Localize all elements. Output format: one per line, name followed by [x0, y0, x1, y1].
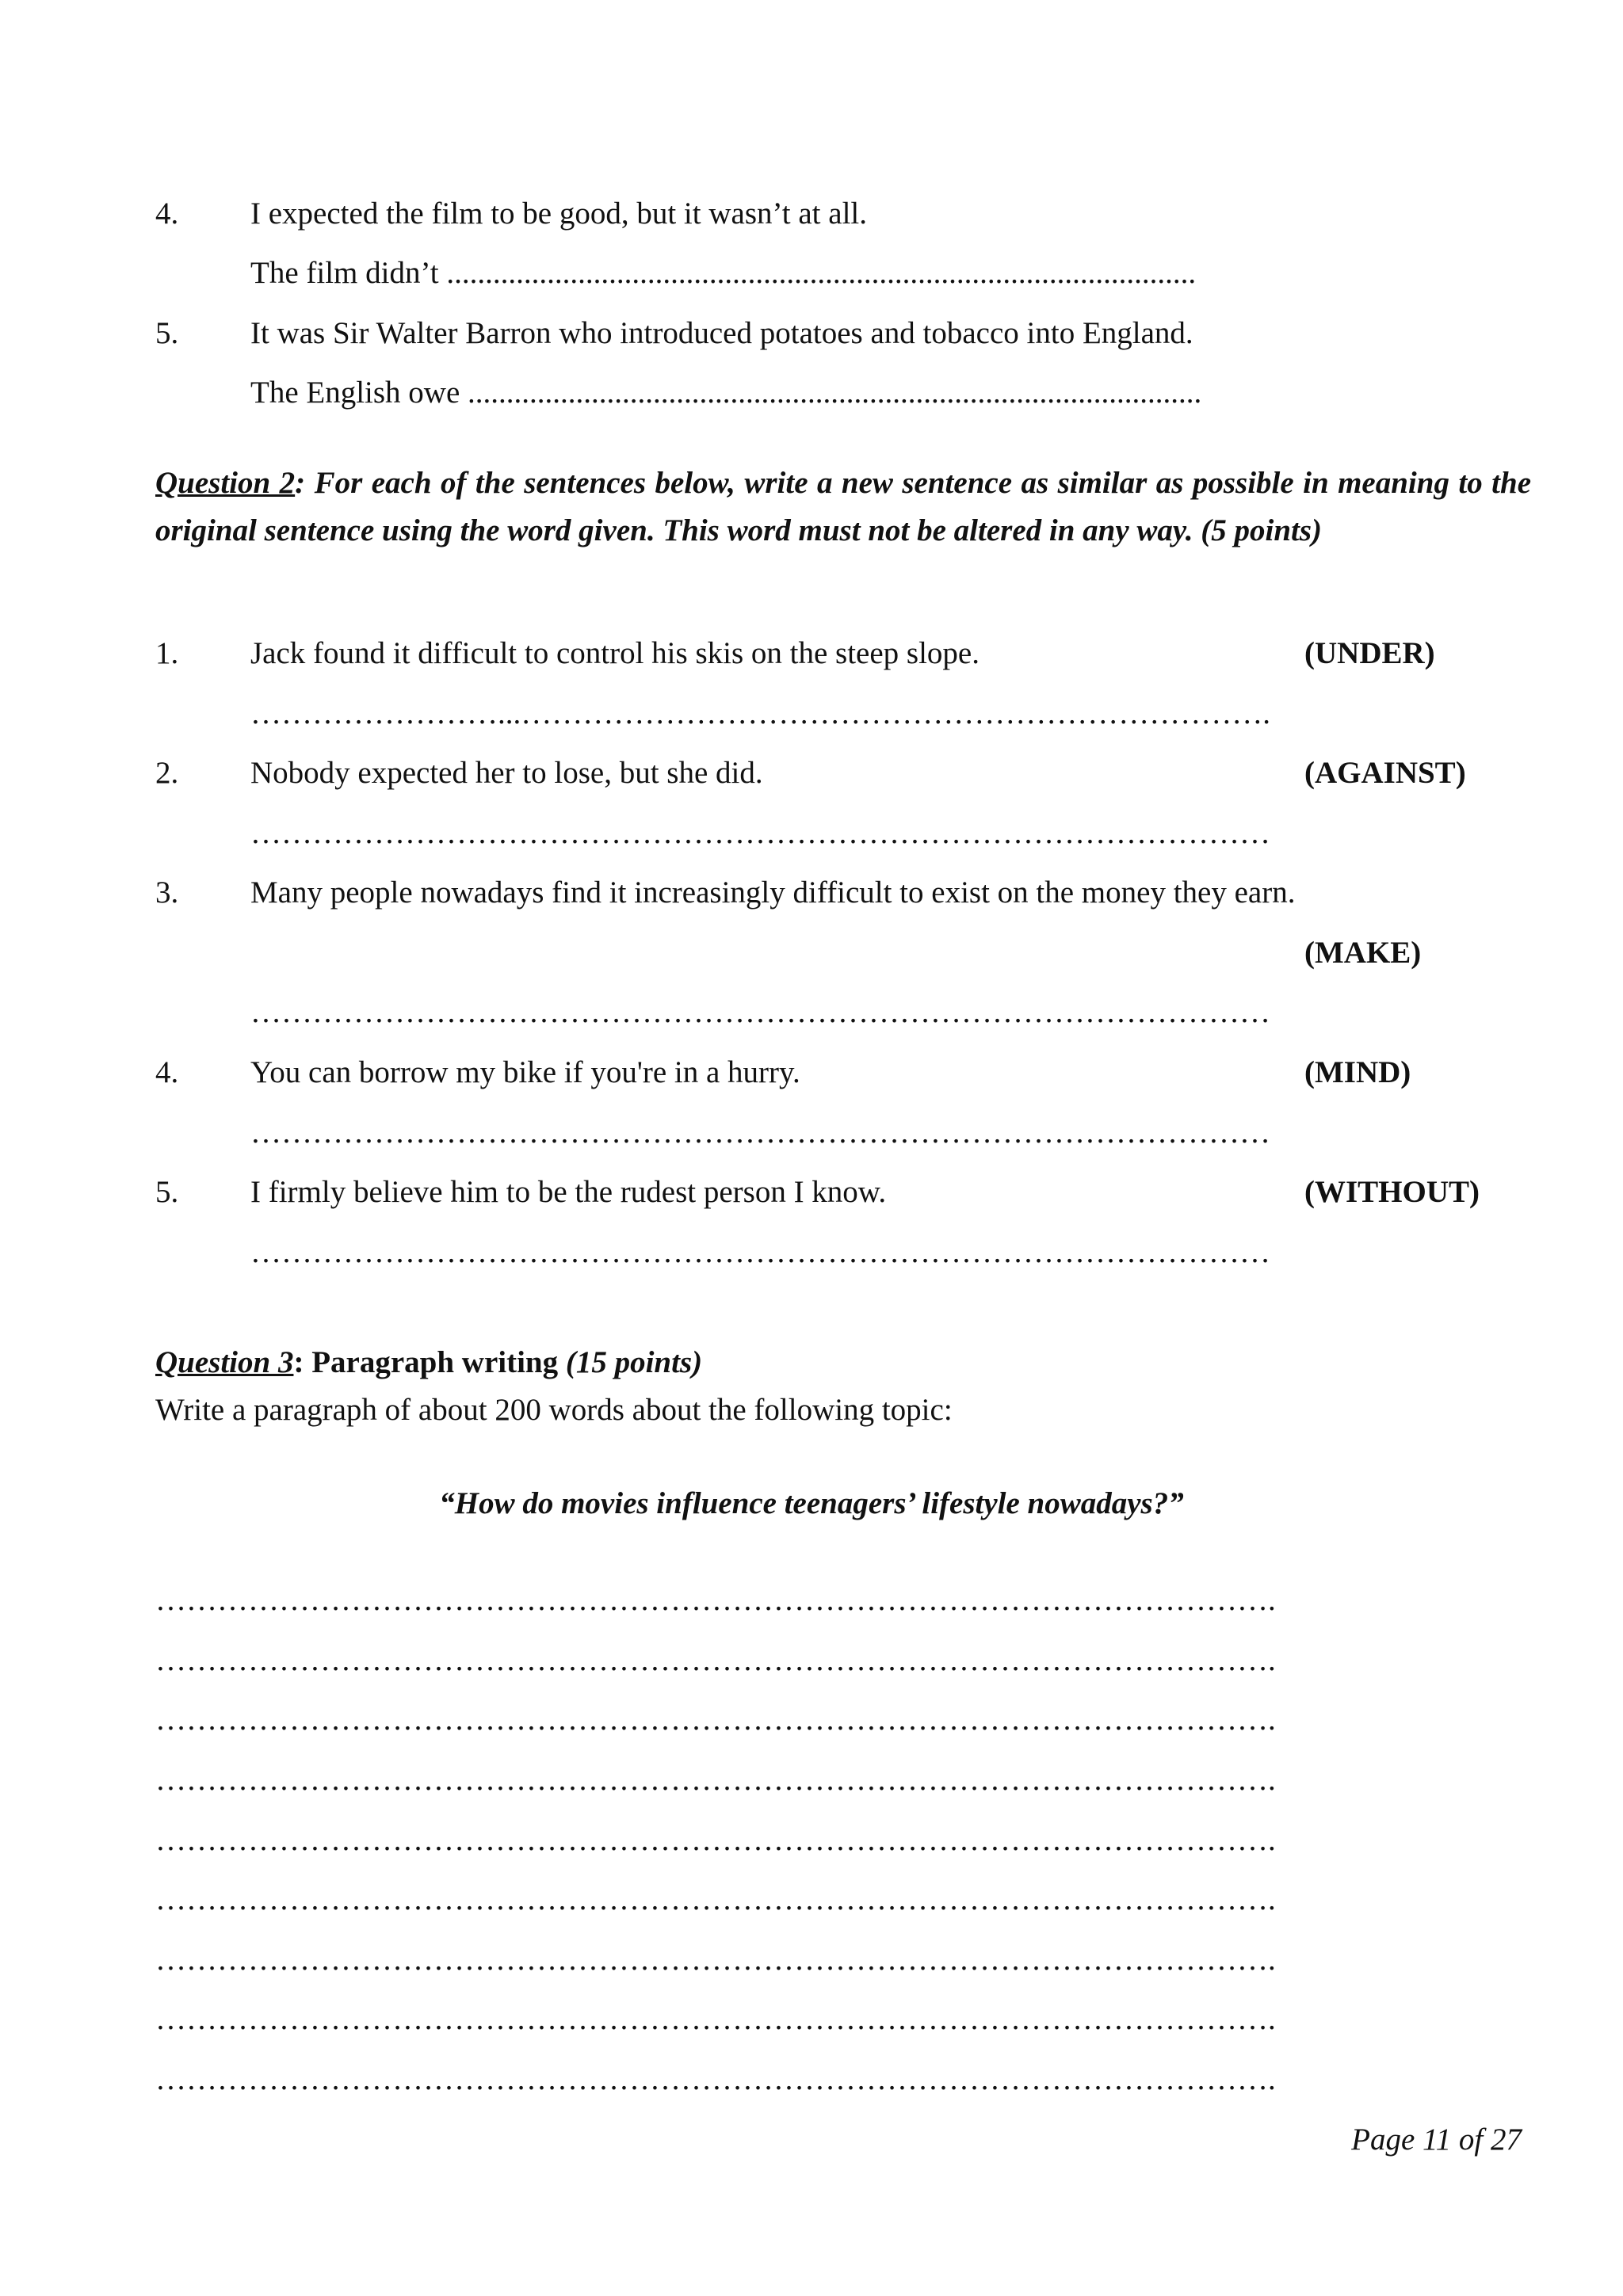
q2-item-3-answer-line[interactable]: ……………………………………………………………………………………… [250, 995, 1270, 1029]
question-2-colon: : [295, 466, 306, 500]
q2-item-3-keyword: (MAKE) [1304, 936, 1422, 970]
q2-item-4-answer-line[interactable]: ……………………………………………………………………………………… [250, 1116, 1270, 1150]
q2-item-1-number: 1. [155, 636, 179, 670]
q2-item-1-answer-line[interactable]: ……………………...………………………………………………………………. [250, 696, 1270, 730]
q2-item-2-sentence: Nobody expected her to lose, but she did. [250, 756, 763, 790]
writing-line[interactable]: ………………………………………………………………………………………………. [155, 1823, 1276, 1857]
writing-line[interactable]: ………………………………………………………………………………………………. [155, 1583, 1276, 1617]
question-2-label: Question 2 [155, 466, 296, 500]
q2-item-3-number: 3. [155, 875, 179, 910]
q2-item-5-number: 5. [155, 1175, 179, 1209]
question-3-heading [155, 1343, 702, 1383]
q1-item-4-answer-line[interactable]: The film didn’t ................................................................................................. [250, 256, 1197, 290]
writing-line[interactable]: ………………………………………………………………………………………………. [155, 1882, 1276, 1917]
q1-item-5-sentence: It was Sir Walter Barron who introduced potatoes and tobacco into England. [250, 316, 1193, 350]
q1-item-4-sentence: I expected the film to be good, but it wasn’t at all. [250, 196, 868, 231]
q2-item-5-keyword: (WITHOUT) [1304, 1175, 1480, 1209]
question-3-topic: “How do movies influence teenagers’ lifestyle nowadays?” [439, 1486, 1184, 1520]
question-2-instruction-text: For each of the sentences below, write a new sentence as similar as possible in meaning to the original sentence using the word given. This word must not be altered in any way. (5 points) [155, 466, 1532, 547]
question-3-label: Question 3 [155, 1345, 294, 1379]
q2-item-5-sentence: I firmly believe him to be the rudest person I know. [250, 1175, 887, 1209]
q1-item-5-answer-line[interactable]: The English owe ............................................................................................... [250, 376, 1202, 410]
question-3-title: Paragraph writing [304, 1345, 566, 1379]
writing-line[interactable]: ………………………………………………………………………………………………. [155, 2062, 1276, 2096]
writing-line[interactable]: ………………………………………………………………………………………………. [155, 1703, 1276, 1737]
question-3-colon: : [293, 1345, 304, 1379]
question-3-points: (15 points) [565, 1345, 703, 1379]
writing-line[interactable]: ………………………………………………………………………………………………. [155, 1763, 1276, 1797]
question-2-instructions [155, 460, 1531, 555]
q2-item-4-number: 4. [155, 1055, 179, 1089]
q2-item-3-sentence: Many people nowadays find it increasingly difficult to exist on the money they earn. [250, 875, 1296, 910]
q2-item-2-number: 2. [155, 756, 179, 790]
q1-item-4-number: 4. [155, 196, 179, 231]
q2-item-1-keyword: (UNDER) [1304, 636, 1435, 670]
writing-line[interactable]: ………………………………………………………………………………………………. [155, 1943, 1276, 1977]
page-number: Page 11 of 27 [1351, 2122, 1522, 2157]
q2-item-2-keyword: (AGAINST) [1304, 756, 1466, 790]
q2-item-4-sentence: You can borrow my bike if you're in a hurry. [250, 1055, 800, 1089]
q2-item-5-answer-line[interactable]: ……………………………………………………………………………………… [250, 1235, 1270, 1269]
question-3-instruction: Write a paragraph of about 200 words about the following topic: [155, 1393, 953, 1427]
q2-item-1-sentence: Jack found it difficult to control his skis on the steep slope. [250, 636, 980, 670]
writing-line[interactable]: ………………………………………………………………………………………………. [155, 1643, 1276, 1677]
q2-item-4-keyword: (MIND) [1304, 1055, 1411, 1089]
q1-item-5-number: 5. [155, 316, 179, 350]
writing-line[interactable]: ………………………………………………………………………………………………. [155, 2002, 1276, 2036]
q2-item-2-answer-line[interactable]: ……………………………………………………………………………………… [250, 816, 1270, 850]
